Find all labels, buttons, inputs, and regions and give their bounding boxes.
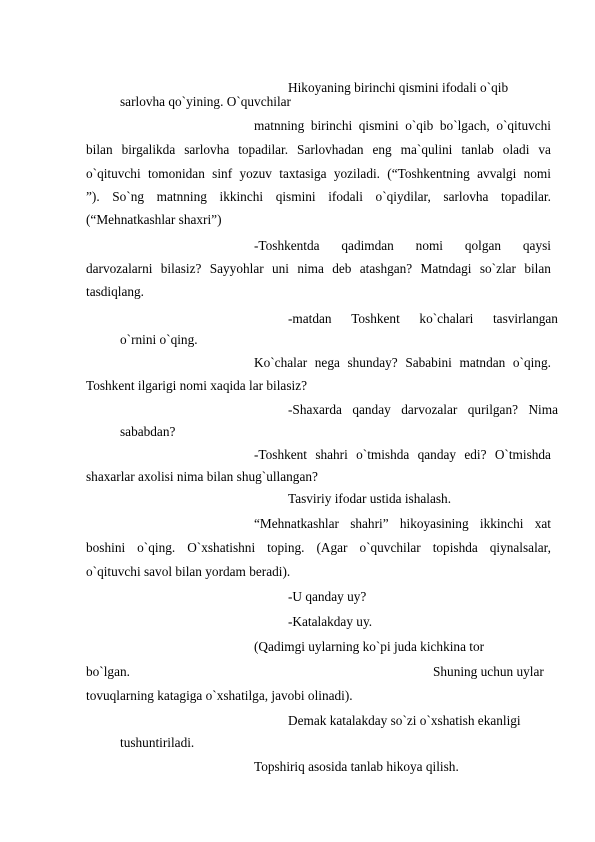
- word: tasvirlangan: [492, 311, 558, 326]
- text-line: tovuqlarning katagiga o`xshatilga, javobi olinadi).: [86, 688, 353, 703]
- word: matnning: [254, 118, 305, 133]
- text-line: (Qadimgi uylarning ko`pi juda kichkina tor: [254, 639, 485, 654]
- word: edi?: [464, 447, 487, 462]
- word: Sarlovhadan: [297, 142, 364, 157]
- word: uni: [271, 261, 289, 276]
- text-line: o`rnini o`qing.: [120, 332, 198, 347]
- text-line: Toshkent ilgarigi nomi xaqida lar bilasiz?: [86, 378, 307, 393]
- text-line: Hikoyaning birinchi qismini ifodali o`qib: [288, 80, 509, 95]
- text-line: sababdan?: [120, 424, 176, 439]
- word: va: [538, 142, 551, 157]
- word: O`tmishda: [494, 447, 551, 462]
- word: birinchi: [310, 118, 353, 133]
- word: “Mehnatkashlar: [254, 516, 339, 531]
- word: qadimdan: [341, 238, 394, 253]
- word: sarlovha: [184, 142, 230, 157]
- word: Sayyohlar: [209, 261, 264, 276]
- word: birgalikda: [121, 142, 176, 157]
- word: nomi: [523, 166, 551, 181]
- word: yoziladi.: [333, 166, 380, 181]
- text-line: Tasviriy ifodar ustida ishalash.: [288, 491, 452, 506]
- word: bilan: [86, 142, 113, 157]
- word: o`qing.: [512, 355, 551, 370]
- word: nomi: [415, 238, 444, 253]
- word: topadilar.: [501, 189, 551, 204]
- word: oladi: [502, 142, 530, 157]
- word: qurilgan?: [467, 402, 518, 417]
- word: -matdan: [288, 311, 332, 326]
- word: Ko`chalar: [254, 355, 308, 370]
- text-line: -Katalakday uy.: [288, 614, 373, 629]
- word: shahri”: [350, 516, 389, 531]
- word: nima: [297, 261, 324, 276]
- word: topadilar.: [238, 142, 289, 157]
- text-line: sarlovha qo`yining. O`quvchilar: [120, 94, 291, 109]
- word: matndan: [459, 355, 506, 370]
- word: topishda: [432, 540, 478, 555]
- text-line: [288, 402, 558, 418]
- word: ikkinchi: [219, 189, 264, 204]
- text-line: [86, 166, 551, 182]
- text-line: o`qituvchi savol bilan yordam beradi).: [86, 564, 291, 579]
- word: -Toshkent: [254, 447, 307, 462]
- word: darvozalarni: [86, 261, 153, 276]
- text-line: [86, 261, 551, 277]
- word: shahri: [315, 447, 348, 462]
- word: boshini: [86, 540, 126, 555]
- word: qolgan: [464, 238, 502, 253]
- word: o`qituvchi: [496, 118, 551, 133]
- text-line: [254, 118, 551, 134]
- word: nega: [314, 355, 340, 370]
- word: eng: [372, 142, 392, 157]
- text-line: [254, 447, 551, 463]
- text-line: [254, 516, 551, 532]
- text-line: [254, 238, 551, 254]
- word: xat: [534, 516, 551, 531]
- text-line: tushuntiriladi.: [120, 735, 195, 750]
- word: Matndagi: [420, 261, 472, 276]
- word: qismini: [275, 189, 316, 204]
- word: darvozalar: [401, 402, 458, 417]
- word: qismini: [358, 118, 399, 133]
- word: taxtasiga: [279, 166, 327, 181]
- word: o`qituvchi: [86, 166, 141, 181]
- word: sarlovha: [443, 189, 489, 204]
- word: o`tmishda: [356, 447, 410, 462]
- word: ma`qulini: [400, 142, 453, 157]
- word: shunday?: [347, 355, 398, 370]
- word: bilasiz?: [160, 261, 202, 276]
- text-line: Demak katalakday so`zi o`xshatish ekanligi: [288, 713, 521, 728]
- word: -Toshkentda: [254, 238, 320, 253]
- text-line: Shuning uchun uylar: [433, 664, 544, 679]
- word: qanday: [352, 402, 391, 417]
- word: o`qiydilar,: [375, 189, 431, 204]
- word: qanday: [417, 447, 457, 462]
- word: Toshkent: [351, 311, 400, 326]
- word: So`ng: [112, 189, 145, 204]
- word: o`qib: [405, 118, 434, 133]
- word: matnning: [156, 189, 207, 204]
- text-line: [86, 189, 551, 205]
- word: sinf: [212, 166, 233, 181]
- word: (“Toshkentning: [387, 166, 470, 181]
- word: qaysi: [522, 238, 551, 253]
- word: bo`lgach,: [439, 118, 490, 133]
- word: Sababini: [405, 355, 452, 370]
- word: o`quvchilar: [359, 540, 421, 555]
- text-line: [288, 311, 558, 327]
- word: ifodali: [328, 189, 363, 204]
- text-line: bo`lgan.: [86, 664, 130, 679]
- text-line: [86, 540, 551, 556]
- word: avvalgi: [477, 166, 517, 181]
- word: ko`chalari: [419, 311, 474, 326]
- word: tanlab: [461, 142, 494, 157]
- text-line: [254, 355, 551, 371]
- word: so`zlar: [479, 261, 516, 276]
- text-line: [86, 142, 551, 158]
- word: deb: [332, 261, 352, 276]
- word: qiynalsalar,: [489, 540, 551, 555]
- word: Nima: [528, 402, 558, 417]
- word: O`xshatishni: [187, 540, 256, 555]
- word: atashgan?: [359, 261, 413, 276]
- word: yozuv: [239, 166, 272, 181]
- word: ”).: [86, 189, 100, 204]
- word: bilan: [524, 261, 551, 276]
- word: o`qing.: [137, 540, 176, 555]
- word: tomonidan: [147, 166, 205, 181]
- text-line: tasdiqlang.: [86, 284, 144, 299]
- text-line: (“Mehnatkashlar shaxri”): [86, 212, 222, 227]
- text-line: -U qanday uy?: [288, 589, 367, 604]
- word: hikoyasining: [399, 516, 469, 531]
- word: toping.: [267, 540, 305, 555]
- word: -Shaxarda: [288, 402, 342, 417]
- word: (Agar: [316, 540, 348, 555]
- text-line: shaxarlar axolisi nima bilan shug`ullangan?: [86, 469, 318, 484]
- text-line: Topshiriq asosida tanlab hikoya qilish.: [254, 759, 459, 774]
- word: ikkinchi: [479, 516, 524, 531]
